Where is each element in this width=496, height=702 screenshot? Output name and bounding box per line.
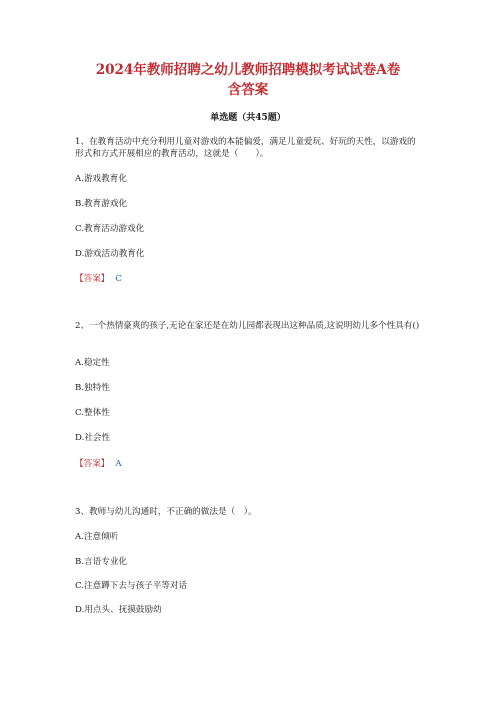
answer-value: A bbox=[115, 459, 122, 469]
question-1-answer bbox=[75, 273, 122, 285]
question-1-option-c: C.教育活动游戏化 bbox=[75, 224, 145, 234]
section-heading: 单选题（共45题） bbox=[210, 113, 286, 123]
question-1-text: 1、在教育活动中充分利用儿童对游戏的本能偏爱，满足儿童爱玩、好玩的天性，以游戏的形式和方式开展相应的教育活动，这就是（ ）。 bbox=[75, 137, 416, 159]
answer-label: 【答案】 bbox=[75, 459, 110, 469]
question-3-option-a: A.注意倾听 bbox=[75, 532, 119, 542]
question-1-option-d: D.游戏活动教育化 bbox=[75, 249, 145, 259]
question-1-option-a: A.游戏教育化 bbox=[75, 174, 127, 184]
question-2-option-b: B.独特性 bbox=[75, 383, 110, 393]
answer-label: 【答案】 bbox=[75, 274, 110, 284]
question-2-answer bbox=[75, 458, 122, 470]
question-2-option-a: A.稳定性 bbox=[75, 358, 110, 368]
title-line-2: 含答案 bbox=[227, 82, 269, 98]
question-3-option-b: B.言语专业化 bbox=[75, 557, 128, 567]
question-3-option-d: D.用点头、抚摸鼓励幼 bbox=[75, 605, 162, 615]
question-1-option-b: B.教育游戏化 bbox=[75, 199, 128, 209]
answer-value: C bbox=[115, 274, 122, 284]
title-line-1: 2024年教师招聘之幼儿教师招聘模拟考试试卷A卷 bbox=[95, 62, 401, 78]
question-3-option-c: C.注意蹲下去与孩子平等对话 bbox=[75, 581, 188, 591]
question-2-option-c: C.整体性 bbox=[75, 408, 110, 418]
question-2-text: 2、一个热情豪爽的孩子,无论在家还是在幼儿园都表现出这种品质,这说明幼儿多个性具有() bbox=[75, 321, 420, 331]
question-3-text: 3、教师与幼儿沟通时，不正确的做法是（ ）。 bbox=[75, 507, 257, 517]
document-title bbox=[60, 60, 436, 100]
question-2-option-d: D.社会性 bbox=[75, 433, 111, 443]
